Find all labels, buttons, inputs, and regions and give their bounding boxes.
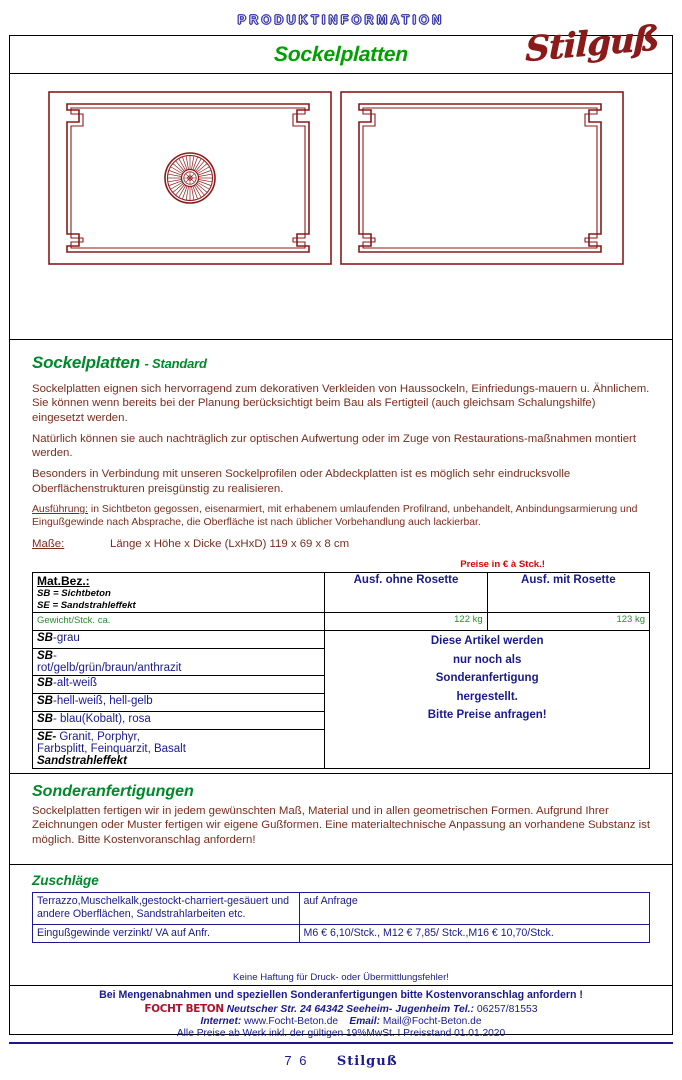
weight-label-cell — [33, 613, 325, 631]
description-paragraph-3: Besonders in Verbindung mit unseren Sockelprofilen oder Abdeckplatten ist es möglich sehr eindrucksvolle Oberflächenstrukturen preisgünstig zu realisieren. — [32, 468, 571, 495]
material-name-line2: rot/gelb/grün/braun/anthrazit — [37, 662, 182, 675]
description-block — [10, 340, 672, 774]
material-name: - — [52, 650, 57, 663]
ausfuehrung-label: Ausführung: — [32, 504, 89, 516]
material-name: Granit, Porphyr, — [56, 731, 140, 744]
description-paragraph-2: Natürlich können sie auch nachträglich zur optischen Aufwertung oder im Zuge von Restaurations-maßnahmen montiert werden. — [32, 432, 637, 460]
page-footer-logo-row — [0, 1052, 682, 1070]
zuschlag-label: Eingußgewinde verzinkt/ VA auf Anfr. — [33, 924, 300, 943]
notice-line-5: Bitte Preise anfragen! — [427, 709, 547, 722]
zuschlag-label: Terrazzo,Muschelkalk,gestockt-charriert-gesäuert und andere Oberflächen, Sandstrahlarbeiten etc. — [33, 892, 300, 924]
material-cell — [33, 730, 325, 769]
weight-value-a-cell — [325, 613, 487, 631]
rosette-icon — [165, 153, 215, 203]
email-label: Email: — [349, 1016, 380, 1027]
price-table — [32, 572, 650, 769]
material-header-cell — [33, 573, 325, 613]
material-name: -grau — [52, 632, 80, 645]
footer-web-line — [9, 1016, 673, 1028]
zuschlag-value: M6 € 6,10/Stck., M12 € 7,85/ Stck.,M16 € 10,70/Stck. — [299, 924, 649, 943]
ausfuehrung-paragraph — [32, 503, 650, 529]
zuschlaege-table — [32, 892, 650, 944]
column-header-mit-rosette: Ausf. mit Rosette — [487, 573, 649, 613]
masse-label: Maße: — [32, 538, 65, 551]
notice-line-2: nur noch als — [453, 653, 522, 666]
company-address: Neutscher Str. 24 64342 Seeheim- Jugenheim — [226, 1004, 451, 1015]
masse-value: Länge x Höhe x Dicke (LxHxD) 119 x 69 x 8 cm — [110, 538, 350, 551]
sonderanfertigungen-block — [10, 774, 672, 865]
material-name-line3: Sandstrahleffekt — [37, 755, 127, 768]
tel-label: Tel.: — [453, 1004, 474, 1015]
product-drawing-panel — [10, 74, 672, 340]
description-paragraph-1: Sockelplatten eignen sich hervorragend zum dekorativen Verkleiden von Haussockeln, Einfriedungs-mauern u. Ähnlichem. Sie können wenn bereits bei der Planung berücksichtigt beim Bau als Fertigteil (auch gleichsam Schalungshilfe) eingesetzt werden. — [32, 383, 650, 424]
material-name: -alt-weiß — [52, 677, 98, 690]
zuschlaege-block — [10, 865, 672, 950]
material-cell — [33, 649, 325, 676]
material-prefix: SB — [37, 677, 53, 690]
masse-row — [32, 538, 650, 550]
material-name: -hell-weiß, hell-gelb — [52, 695, 153, 708]
tel-number: 06257/81553 — [476, 1004, 538, 1015]
material-prefix: SB — [37, 695, 53, 708]
column-header-ohne-rosette: Ausf. ohne Rosette — [325, 573, 487, 613]
material-prefix: SB — [37, 650, 53, 663]
zuschlag-value: auf Anfrage — [299, 892, 649, 924]
heading-text: Sockelplatten — [32, 353, 140, 372]
table-header-row — [33, 573, 650, 613]
brand-logo: Stilguß — [524, 18, 659, 70]
notice-line-3: Sonderanfertigung — [435, 672, 539, 685]
price-currency-note: Preise in € à Stck.! — [460, 559, 545, 571]
mat-legend-sb: SB = Sichtbeton — [37, 588, 111, 600]
page-number: 7 6 — [284, 1053, 309, 1068]
weight-value-b-cell — [487, 613, 649, 631]
internet-label: Internet: — [200, 1016, 242, 1027]
email-address[interactable]: Mail@Focht-Beton.de — [382, 1016, 482, 1027]
material-name-line2: Farbsplitt, Feinquarzit, Basalt — [37, 743, 186, 756]
section-heading-sockelplatten — [32, 353, 650, 373]
footer-quote-note: Bei Mengenabnahmen und speziellen Sonderanfertigungen bitte Kostenvoranschlag anfordern ! — [99, 989, 583, 1001]
section-heading-zuschlaege: Zuschläge — [32, 872, 99, 888]
material-prefix: SB — [37, 632, 53, 645]
table-row — [33, 631, 650, 649]
table-row — [33, 924, 650, 943]
material-name: - blau(Kobalt), rosa — [52, 713, 151, 726]
table-row — [33, 892, 650, 924]
material-cell — [33, 712, 325, 730]
page-title: Sockelplatten — [273, 43, 409, 66]
material-cell — [33, 694, 325, 712]
page-kicker: PRODUKTINFORMATION — [237, 13, 445, 27]
footer-brand-logo: Stilguß — [336, 1054, 398, 1069]
sockelplatten-drawing — [41, 74, 641, 284]
footer-vat-note: Alle Preise ab Werk inkl. der gültigen 19%MwSt. ! Preisstand 01.01.2020 — [176, 1028, 506, 1039]
mat-bez-title: Mat.Bez.: — [37, 574, 90, 589]
weight-value-ohne-rosette: 122 kg — [454, 614, 483, 626]
website-url[interactable]: www.Focht-Beton.de — [244, 1016, 339, 1027]
material-cell — [33, 676, 325, 694]
weight-value-mit-rosette: 123 kg — [616, 614, 645, 626]
ausfuehrung-text: in Sichtbeton gegossen, eisenarmiert, mit erhabenem umlaufenden Profilrand, unbehandelt, Anbindungsarmierung und Eingußgewinde nach Absprache, die Oberfläche ist nach üblicher Vorbehandlung auch lackierbar. — [32, 504, 638, 529]
sonderanfertigungen-text: Sockelplatten fertigen wir in jedem gewünschten Maß, Material und in allen geometrischen Formen. Aufgrund Ihrer Zeichnungen oder Muster fertigen wir eigene Gußformen. Eine materialtechnische Anpassung an vorhandene Substanz ist möglich. Bitte Kostenvoranschlag anfordern! — [32, 805, 650, 846]
company-name: FOCHT BETON — [144, 1003, 224, 1015]
notice-line-4: hergestellt. — [456, 690, 518, 703]
footer-contact-block — [9, 986, 673, 1042]
footer-company-line — [9, 1003, 673, 1016]
material-prefix: SE- — [37, 731, 57, 744]
page-footer — [9, 972, 673, 1044]
material-cell — [33, 631, 325, 649]
footer-disclaimer: Keine Haftung für Druck- oder Übermittlungsfehler! — [233, 972, 449, 983]
material-prefix: SB — [37, 713, 53, 726]
mat-legend-se: SE = Sandstrahleffekt — [37, 599, 136, 611]
section-heading-sonderanfertigungen: Sonderanfertigungen — [32, 783, 194, 801]
weight-label: Gewicht/Stck. ca. — [37, 615, 111, 627]
weight-row — [33, 613, 650, 631]
special-order-notice — [325, 631, 650, 769]
heading-subtext: - Standard — [144, 356, 207, 371]
notice-line-1: Diese Artikel werden — [430, 635, 544, 648]
footer-divider-bottom — [9, 1042, 673, 1044]
